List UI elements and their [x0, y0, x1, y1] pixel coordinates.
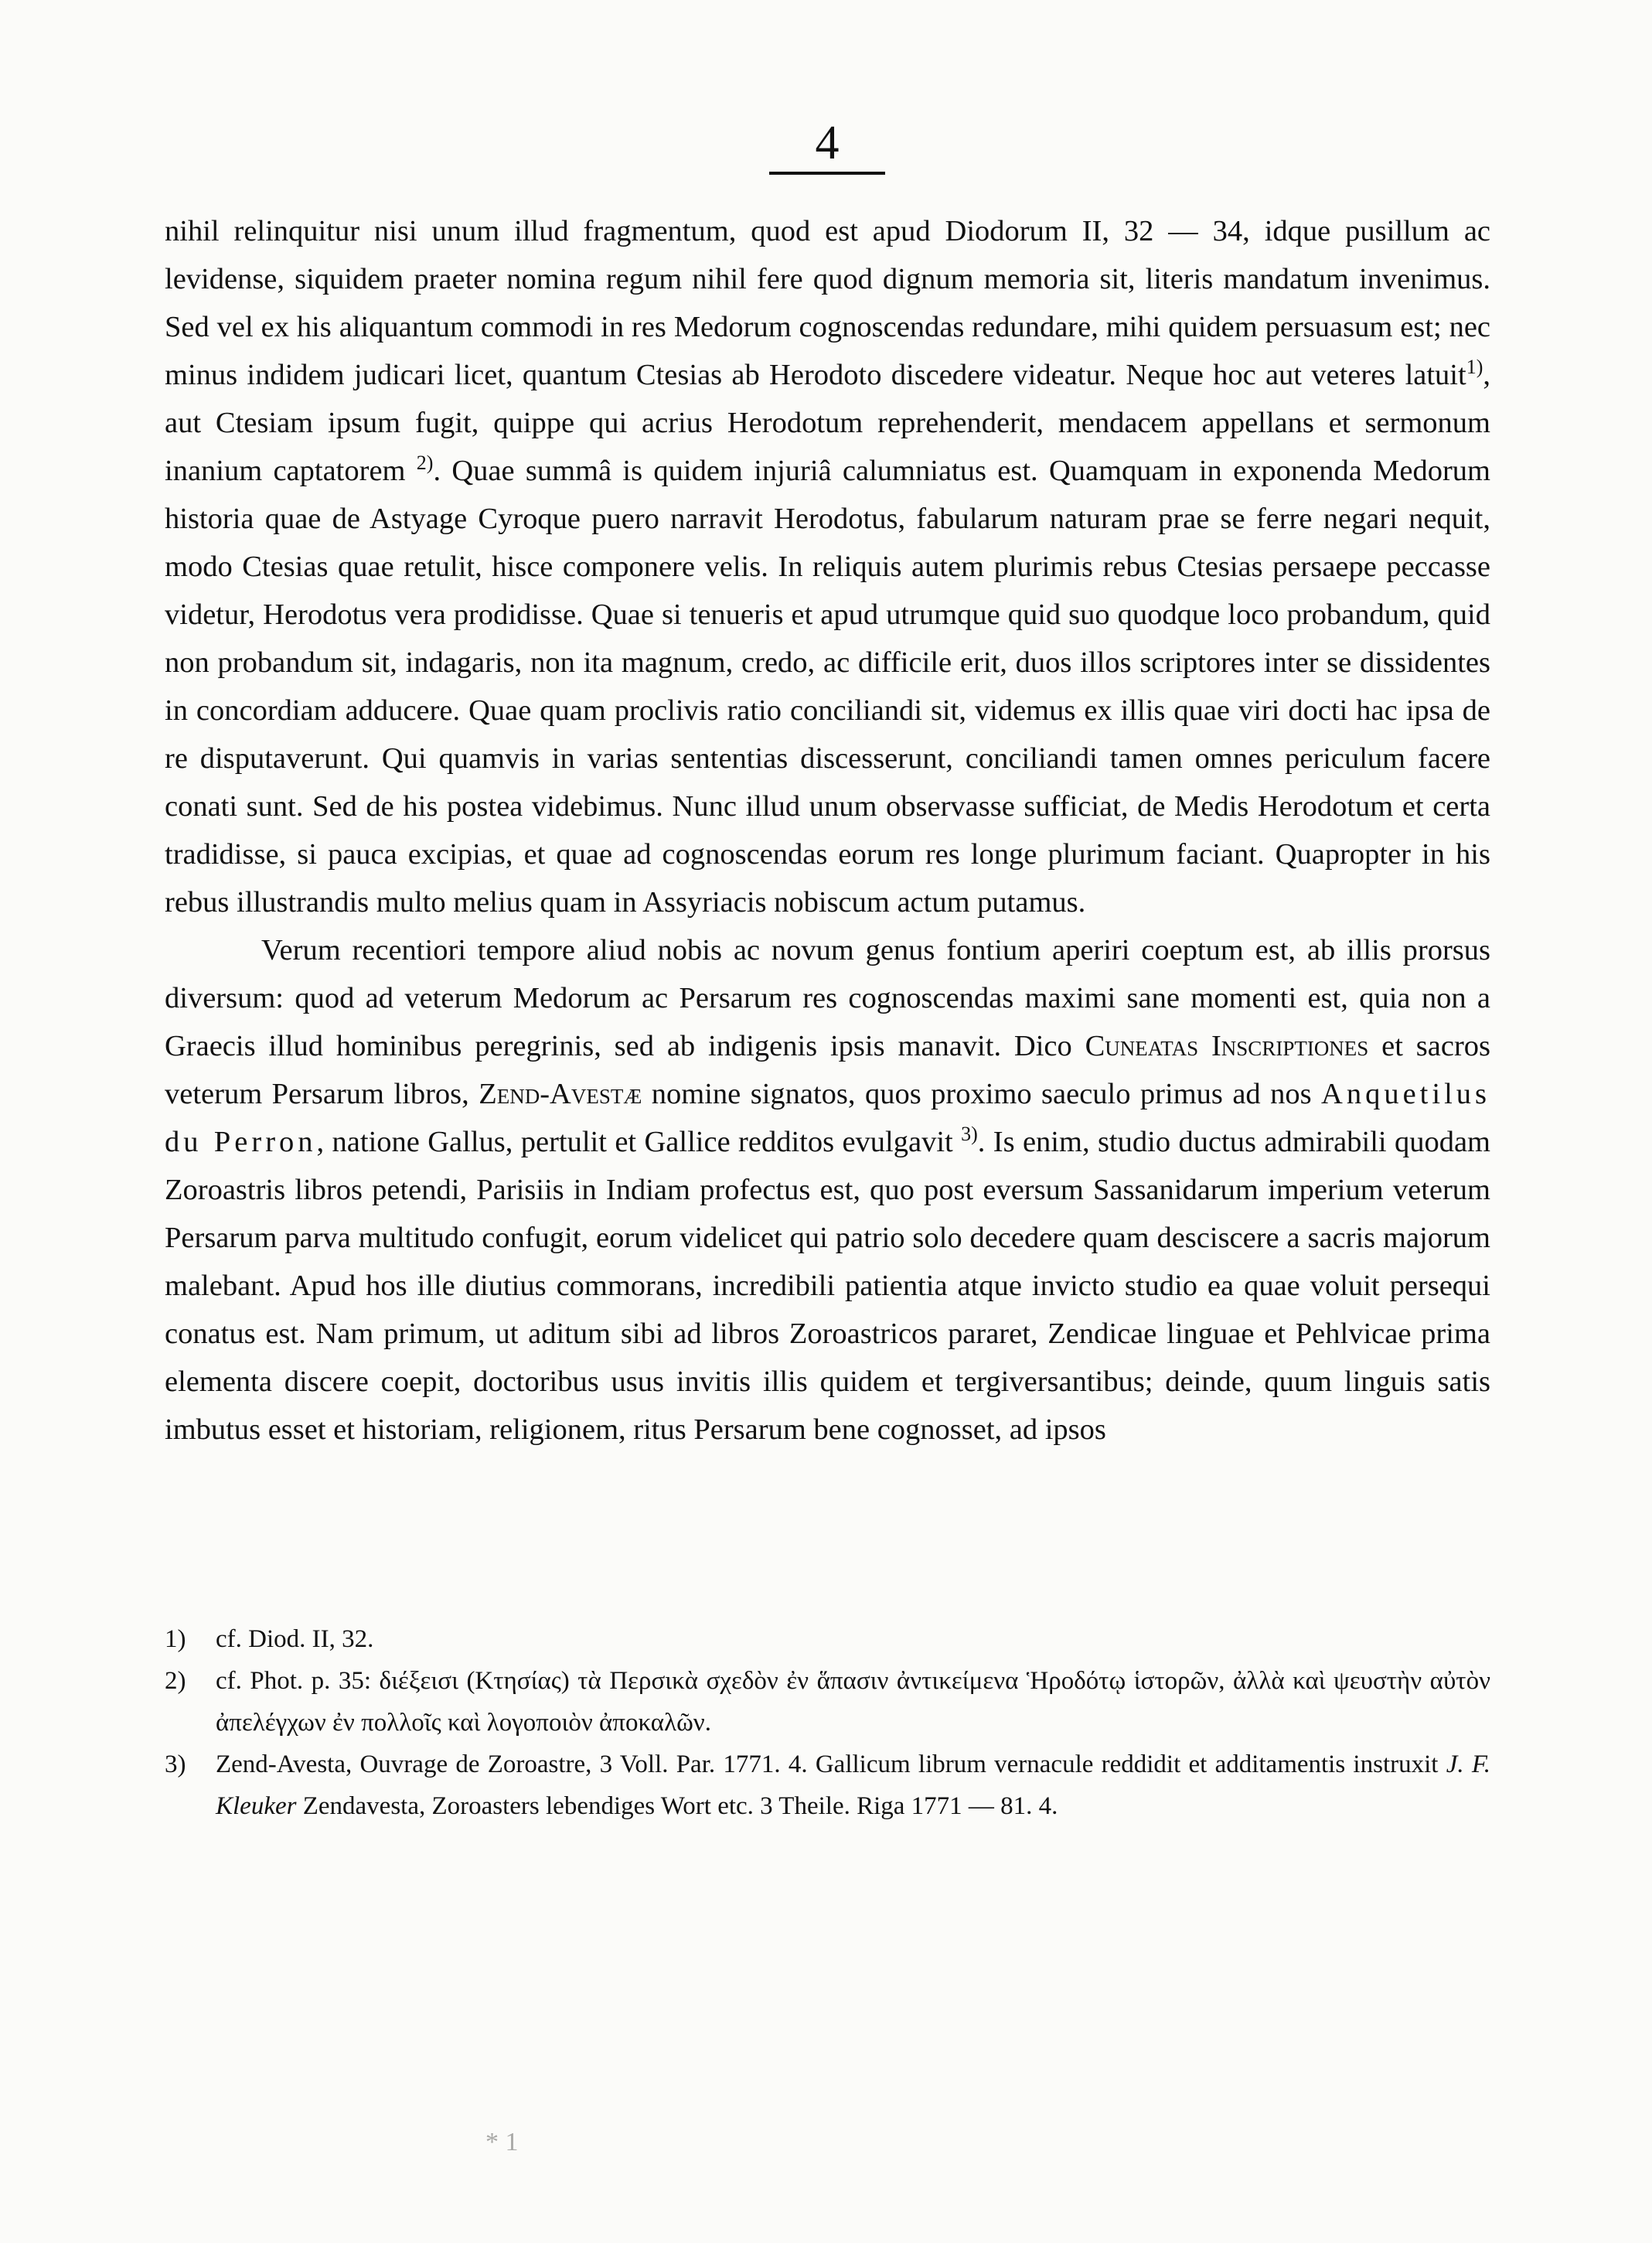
footnote-3-mark: 3)	[165, 1750, 186, 1778]
paragraph-2-part-e: . Is enim, studio ductus admirabili quodam Zoroastris libros petendi, Parisiis in Indiam profectus est, quo post eversum Sassanidarum imperium veterum Persarum parva multitudo confugit, eorum videlicet qui patrio solo decedere quam desciscere a sacris majorum malebant. Apud hos ille diutius commorans, incredibili patientia atque invicto studio ea quae voluit persequi conatus est. Nam primum, ut aditum sibi ad libros Zoroastricos pararet, Zendicae linguae et Pehlvicae prima elementa discere coepit, doctoribus usus invitis illis quidem et tergiversantibus; deinde, quum linguis satis imbutus esset et historiam, religionem, ritus Persarum bene cognosset, ad ipsos	[165, 1126, 1490, 1446]
paragraph-2-part-b: et sacros veterum Persarum libros,	[165, 1030, 1491, 1110]
page-header	[765, 116, 889, 175]
anquetilus-du-perron: Anquetilus du Perron	[165, 1078, 1490, 1158]
footnote-ref-1: 1)	[1466, 356, 1483, 379]
footnote-3	[165, 1744, 1490, 1827]
footnote-1-text: cf. Diod. II, 32.	[216, 1625, 374, 1653]
paragraph-2	[165, 926, 1490, 1454]
footnote-3-italic-author: J. F. Kleuker	[216, 1750, 1490, 1820]
paragraph-1-part-a: nihil relinquitur nisi unum illud fragmentum, quod est apud Diodorum II, 32 — 34, idque pusillum ac levidense, siquidem praeter nomina regum nihil fere quod dignum memoria sit, literis mandatum invenimus. Sed vel ex his aliquantum commodi in res Medorum cognoscendas redundare, mihi quidem persuasum est; nec minus indidem judicari licet, quantum Ctesias ab Herodoto discedere videatur. Neque hoc aut veteres latuit	[165, 215, 1490, 391]
footnote-ref-2: 2)	[416, 452, 434, 475]
zend-avestae: Zend-Avestæ	[479, 1078, 642, 1110]
footnote-2	[165, 1660, 1490, 1744]
footnote-2-text: cf. Phot. p. 35: διέξεισι (Κτησίας) τὰ Περσικὰ σχεδὸν ἐν ἅπασιν ἀντικείμενα Ἡροδότῳ ἱστορῶν, ἀλλὰ καὶ ψευστὴν αὐτὸν ἀπελέγχων ἐν πολλοῖς καὶ λογοποιὸν ἀποκαλῶν.	[216, 1667, 1490, 1737]
page-number-rule	[769, 172, 885, 175]
paragraph-2-part-d: , natione Gallus, pertulit et Gallice redditos evulgavit	[316, 1126, 953, 1158]
signature-mark: * 1	[485, 2128, 519, 2156]
footnote-3-text-a: Zend-Avesta, Ouvrage de Zoroastre, 3 Voll. Par. 1771. 4. Gallicum librum vernacule reddidit et additamentis instruxit	[216, 1750, 1446, 1778]
footnotes	[165, 1618, 1490, 1827]
footnote-1	[165, 1618, 1490, 1660]
paragraph-1	[165, 207, 1490, 926]
page-number: 4	[815, 117, 840, 169]
paragraph-2-part-c: nomine signatos, quos proximo saeculo primus ad nos	[642, 1078, 1322, 1110]
main-text	[165, 207, 1490, 1454]
footnote-1-mark: 1)	[165, 1625, 186, 1653]
paragraph-1-part-b: , aut Ctesiam ipsum fugit, quippe qui acrius Herodotum reprehenderit, mendacem appellans et sermonum inanium captatorem	[165, 359, 1490, 487]
footnote-ref-3: 3)	[961, 1123, 978, 1146]
cuneatas-inscriptiones: Cuneatas Inscriptiones	[1085, 1030, 1369, 1062]
footnote-2-mark: 2)	[165, 1667, 186, 1695]
footnote-3-text-b: Zendavesta, Zoroasters lebendiges Wort etc. 3 Theile. Riga 1771 — 81. 4.	[296, 1792, 1058, 1820]
paragraph-2-part-a: Verum recentiori tempore aliud nobis ac novum genus fontium aperiri coeptum est, ab illis prorsus diversum: quod ad veterum Medorum ac Persarum res cognoscendas maximi sane momenti est, quia non a Graecis illud hominibus peregrinis, sed ab indigenis ipsis manavit. Dico	[165, 934, 1490, 1062]
paragraph-1-part-c: . Quae summâ is quidem injuriâ calumniatus est. Quamquam in exponenda Medorum historia quae de Astyage Cyroque puero narravit Herodotus, fabularum naturam prae se ferre negari nequit, modo Ctesias quae retulit, hisce componere velis. In reliquis autem plurimis rebus Ctesias persaepe peccasse videtur, Herodotus vera prodidisse. Quae si tenueris et apud utrumque quid suo quodque loco probandum, quid non probandum sit, indagaris, non ita magnum, credo, ac difficile erit, duos illos scriptores inter se dissidentes in concordiam adducere. Quae quam proclivis ratio conciliandi sit, videmus ex illis quae viri docti hac ipsa de re disputaverunt. Qui quamvis in varias sententias discesserunt, conciliandi tamen omnes periculum facere conati sunt. Sed de his postea videbimus. Nunc illud unum observasse sufficiat, de Medis Herodotum et certa tradidisse, si pauca excipias, et quae ad cognoscendas eorum res longe plurimum faciant. Quapropter in his rebus illustrandis multo melius quam in Assyriacis nobiscum actum putamus.	[165, 455, 1490, 919]
